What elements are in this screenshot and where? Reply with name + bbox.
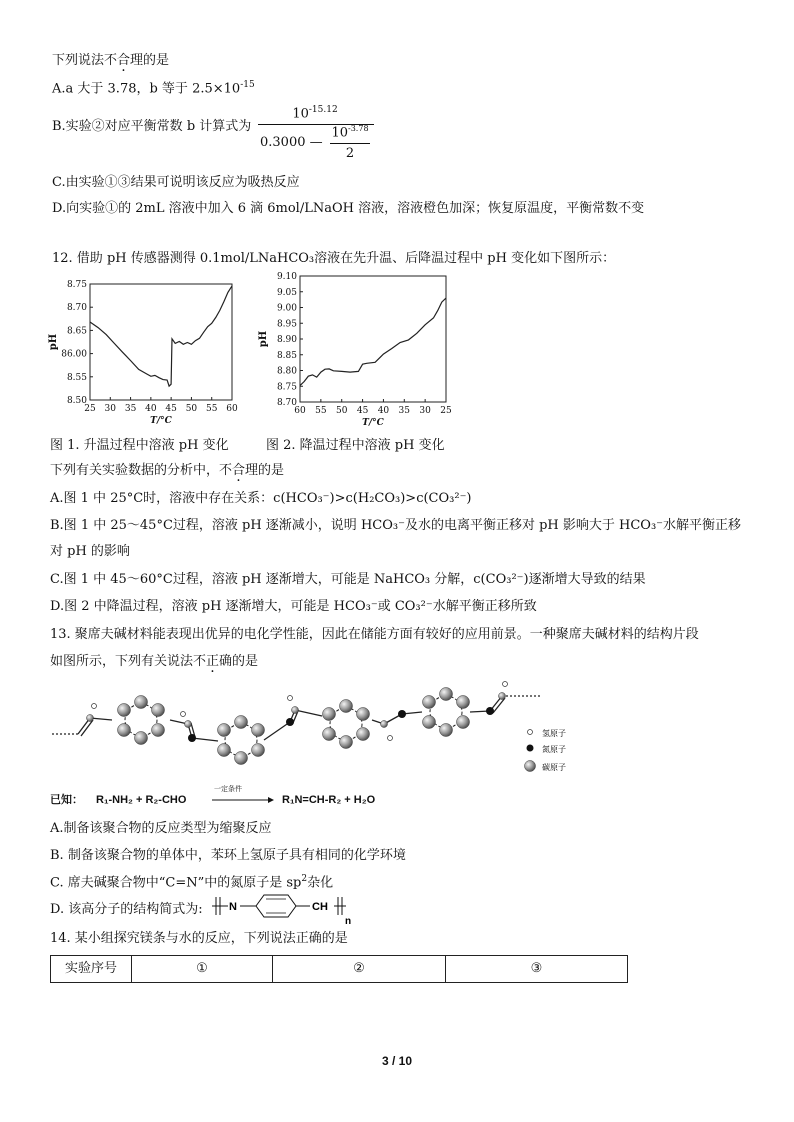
q11-option-c[interactable]: C.由实验①③结果可说明该反应为吸热反应 (52, 175, 300, 190)
known-products: R₁N=CH-R₂ + H₂O (282, 794, 376, 806)
x-tick-label: 55 (315, 406, 327, 416)
q13-option-d[interactable]: D. 该高分子的结构简式为: (50, 902, 203, 917)
x-axis-title: T/°C (362, 418, 384, 428)
q12-figure-2 (258, 268, 472, 428)
q12-option-b[interactable]: B.图 1 中 25～45°C过程，溶液 pH 逐渐减小，说明 HCO₃⁻及水的电离平衡正移对 pH 影响大于 HCO₃⁻水解平衡正移 (50, 518, 742, 533)
q14-stem: 14. 某小组探究镁条与水的反应，下列说法正确的是 (50, 931, 348, 946)
y-tick-label: 8.75 (66, 280, 87, 290)
emphasis-dots: 不正确 (193, 654, 233, 669)
y-tick-label: 8.65 (66, 326, 87, 337)
repeat-unit-formula (212, 893, 362, 927)
inner-fraction-bar (330, 143, 370, 144)
legend-carbon-marker (525, 761, 536, 772)
series-line (90, 286, 232, 386)
known-reactants: R₁-NH₂ + R₂-CHO (96, 794, 187, 806)
table-header-cell: ③ (446, 956, 628, 983)
y-tick-label: 86.00 (61, 349, 87, 360)
x-tick-label: 35 (124, 404, 137, 414)
q11-prompt: 下列说法不合理的是 (52, 53, 170, 68)
x-tick-label: 60 (294, 406, 306, 416)
q12-option-a[interactable]: A.图 1 中 25°C时，溶液中存在关系：c(HCO₃⁻)>c(H₂CO₃)>c(CO₃²⁻) (50, 491, 472, 506)
table-header-cell: ② (273, 956, 446, 983)
known-condition: 一定条件 (214, 785, 242, 793)
y-tick-label: 9.00 (276, 303, 297, 314)
y-axis-title: pH (48, 333, 59, 351)
x-tick-label: 30 (419, 406, 431, 416)
q11-fraction-numerator: $10^{-15.12}$ (292, 105, 338, 122)
x-tick-label: 50 (185, 404, 198, 414)
page-number: 3 / 10 (381, 1054, 413, 1068)
x-tick-label: 30 (104, 404, 117, 414)
y-tick-label: 9.05 (276, 287, 297, 298)
y-axis-title: pH (258, 330, 269, 348)
benzene-ring-2 (218, 716, 265, 765)
q12-option-c[interactable]: C.图 1 中 45～60°C过程，溶液 pH 逐渐增大，可能是 NaHCO₃ 分解，c(CO₃²⁻)逐渐增大导致的结果 (50, 572, 646, 587)
q11-option-a[interactable]: A.a 大于 3.78，b 等于 $2.5\times 10^{-15}$ (52, 80, 255, 97)
table-header-cell: ① (132, 956, 273, 983)
y-tick-label: 8.55 (66, 372, 87, 383)
q13-option-c[interactable]: C. 席夫碱聚合物中“C=N”中的氮原子是 $sp^2$杂化 (50, 874, 334, 891)
y-tick-label: 8.70 (66, 303, 87, 314)
reaction-arrow-icon (212, 796, 274, 804)
x-tick-label: 40 (145, 404, 157, 414)
x-axis-title: T/°C (150, 416, 172, 426)
y-tick-label: 8.85 (276, 350, 297, 361)
legend-nitrogen-marker (527, 745, 534, 752)
svg-text:CH: CH (312, 901, 328, 913)
q11-inner-denominator: 2 (345, 146, 355, 161)
q12-fig2-caption: 图 2. 降温过程中溶液 pH 变化 (266, 438, 445, 453)
benzene-ring-1 (118, 696, 165, 745)
q12-fig1-caption: 图 1. 升温过程中溶液 pH 变化 (50, 438, 229, 453)
legend-carbon-label: 碳原子 (542, 763, 566, 772)
x-tick-label: 60 (226, 404, 238, 414)
q14-experiment-table (50, 955, 628, 983)
table-header-cell: 实验序号 (51, 956, 132, 983)
q12-figure-1 (48, 276, 248, 426)
q11-option-b[interactable]: B.实验②对应平衡常数 b 计算式为 (52, 119, 252, 134)
q13-option-b[interactable]: B. 制备该聚合物的单体中，苯环上氢原子具有相同的化学环境 (50, 848, 406, 863)
q12-option-d[interactable]: D.图 2 中降温过程，溶液 pH 逐渐增大，可能是 HCO₃⁻或 CO₃²⁻水解平衡正移所致 (50, 599, 537, 614)
q13-stem-line1: 13. 聚席夫碱材料能表现出优异的电化学性能，因此在储能方面有较好的应用前景。一种聚席夫碱材料的结构片段 (50, 627, 699, 642)
x-tick-label: 35 (398, 406, 411, 416)
y-tick-label: 8.50 (66, 396, 87, 406)
emphasis-dots: 不合理 (219, 463, 259, 478)
svg-text:n: n (345, 916, 352, 927)
q11-fraction-denominator-left: 0.3000 — (260, 135, 323, 150)
x-tick-label: 25 (84, 404, 96, 414)
benzene-ring-4 (423, 688, 470, 737)
x-tick-label: 55 (205, 404, 218, 414)
y-tick-label: 8.80 (276, 366, 297, 377)
x-tick-label: 25 (440, 406, 452, 416)
legend-hydrogen-label: 氢原子 (542, 729, 566, 738)
y-tick-label: 8.75 (276, 382, 297, 393)
q12-stem: 12. 借助 pH 传感器测得 0.1mol/LNaHCO₃溶液在先升温、后降温过程中 pH 变化如下图所示： (52, 251, 616, 266)
y-tick-label: 8.70 (276, 398, 297, 408)
svg-text:N: N (229, 901, 237, 913)
q13-option-a[interactable]: A.制备该聚合物的反应类型为缩聚反应 (50, 821, 272, 836)
plot-frame (300, 276, 446, 402)
plot-frame (90, 284, 232, 400)
emphasis-dots: 不合理 (104, 53, 144, 68)
x-tick-label: 40 (377, 406, 390, 416)
y-tick-label: 8.90 (276, 335, 297, 345)
x-tick-label: 45 (165, 404, 177, 414)
q13-stem-line2: 如图所示，下列有关说法不正确的是 (50, 654, 259, 669)
legend-hydrogen-marker (528, 730, 533, 735)
series-line (300, 298, 446, 386)
table-row (51, 956, 628, 983)
x-tick-label: 45 (356, 406, 369, 416)
benzene-ring-3 (323, 700, 370, 749)
legend-nitrogen-label: 氮原子 (542, 745, 566, 754)
polymer-structure-diagram (50, 676, 650, 776)
x-tick-label: 50 (335, 406, 348, 416)
q12-ask: 下列有关实验数据的分析中，不合理的是 (50, 463, 285, 478)
q11-inner-numerator: $10^{-3.78}$ (331, 124, 369, 141)
q11-option-d[interactable]: D.向实验①的 2mL 溶液中加入 6 滴 6mol/LNaOH 溶液，溶液橙色加深；恢复原温度，平衡常数不变 (52, 201, 645, 216)
y-tick-label: 9.10 (276, 272, 297, 282)
q12-option-b-cont: 对 pH 的影响 (50, 544, 130, 559)
known-label: 已知： (50, 794, 83, 806)
y-tick-label: 8.95 (276, 319, 297, 330)
